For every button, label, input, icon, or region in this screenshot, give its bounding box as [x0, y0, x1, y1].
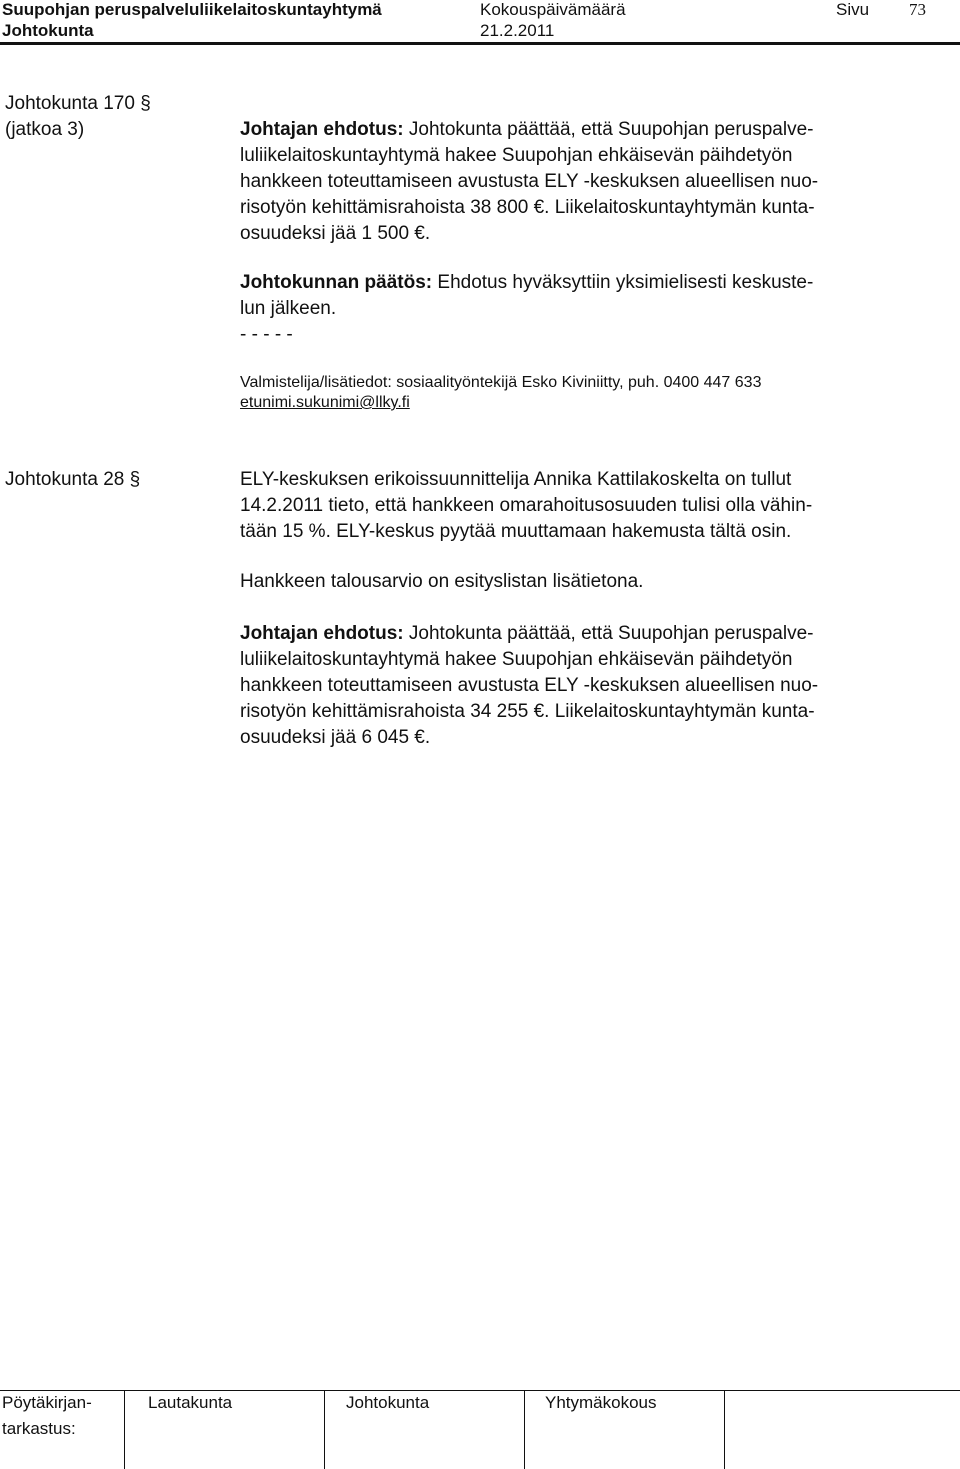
footer-column-divider — [524, 1390, 525, 1469]
budget-note: Hankkeen talousarvio on esityslistan lisätietona. — [240, 571, 644, 592]
contact-line: Valmistelija/lisätiedot: sosiaalityöntekijä Esko Kiviniitty, puh. 0400 447 633 — [240, 374, 762, 391]
proposal-text: hankkeen toteuttamiseen avustusta ELY -keskuksen alueellisen nuo- — [240, 171, 819, 192]
proposal-label: Johtajan ehdotus: — [240, 623, 404, 644]
decision-label: Johtokunnan päätös: — [240, 272, 433, 293]
body-name: Johtokunta — [2, 21, 94, 40]
footer-column-divider — [724, 1390, 725, 1469]
section-title: Johtokunta 28 § — [5, 469, 141, 490]
proposal-paragraph — [240, 117, 940, 247]
proposal-text: osuudeksi jää 1 500 €. — [240, 223, 431, 244]
proposal-text: Johtokunta päättää, että Suupohjan peruspalve- — [403, 623, 814, 644]
review-label-line: Pöytäkirjan- — [2, 1393, 92, 1412]
proposal-text: Johtokunta päättää, että Suupohjan peruspalve- — [403, 119, 814, 140]
footer-col-assembly: Yhtymäkokous — [545, 1393, 657, 1412]
footer-divider — [0, 1390, 960, 1391]
footer-column-divider — [324, 1390, 325, 1469]
meeting-date: 21.2.2011 — [480, 21, 555, 40]
section-title: Johtokunta 170 § — [5, 93, 151, 114]
intro-paragraph — [240, 467, 940, 545]
contact-block — [240, 373, 940, 413]
footer-column-divider — [124, 1390, 125, 1469]
page-label: Sivu — [836, 0, 870, 19]
proposal-label: Johtajan ehdotus: — [240, 119, 404, 140]
header-divider — [0, 42, 960, 45]
intro-text: ELY-keskuksen erikoissuunnittelija Annika Kattilakoskelta on tullut — [240, 469, 792, 490]
separator: - - - - - — [240, 324, 293, 345]
intro-text: 14.2.2011 tieto, että hankkeen omarahoitusosuuden tulisi olla vähin- — [240, 495, 813, 516]
meeting-date-label: Kokouspäivämäärä — [480, 0, 626, 19]
section-subtitle: (jatkoa 3) — [5, 119, 85, 140]
contact-email-link[interactable]: etunimi.sukunimi@llky.fi — [240, 394, 410, 411]
intro-text: tään 15 %. ELY-keskus pyytää muuttamaan hakemusta tältä osin. — [240, 521, 792, 542]
proposal-text: risotyön kehittämisrahoista 34 255 €. Liikelaitoskuntayhtymän kunta- — [240, 701, 815, 722]
proposal-text: luliikelaitoskuntayhtymä hakee Suupohjan ehkäisevän päihdetyön — [240, 649, 793, 670]
proposal-paragraph — [240, 621, 940, 751]
footer-col-board: Lautakunta — [148, 1393, 233, 1412]
proposal-text: hankkeen toteuttamiseen avustusta ELY -keskuksen alueellisen nuo- — [240, 675, 819, 696]
decision-paragraph — [240, 270, 940, 348]
organization-name: Suupohjan peruspalveluliikelaitoskuntayhtymä — [2, 0, 382, 19]
page-number: 73 — [909, 0, 926, 19]
footer-col-directorate: Johtokunta — [346, 1393, 430, 1412]
proposal-text: luliikelaitoskuntayhtymä hakee Suupohjan ehkäisevän päihdetyön — [240, 145, 793, 166]
proposal-text: risotyön kehittämisrahoista 38 800 €. Liikelaitoskuntayhtymän kunta- — [240, 197, 815, 218]
decision-text: lun jälkeen. — [240, 298, 337, 319]
decision-text: Ehdotus hyväksyttiin yksimielisesti keskuste- — [432, 272, 814, 293]
proposal-text: osuudeksi jää 6 045 €. — [240, 727, 431, 748]
review-label — [2, 1390, 92, 1442]
review-label-line: tarkastus: — [2, 1419, 76, 1438]
